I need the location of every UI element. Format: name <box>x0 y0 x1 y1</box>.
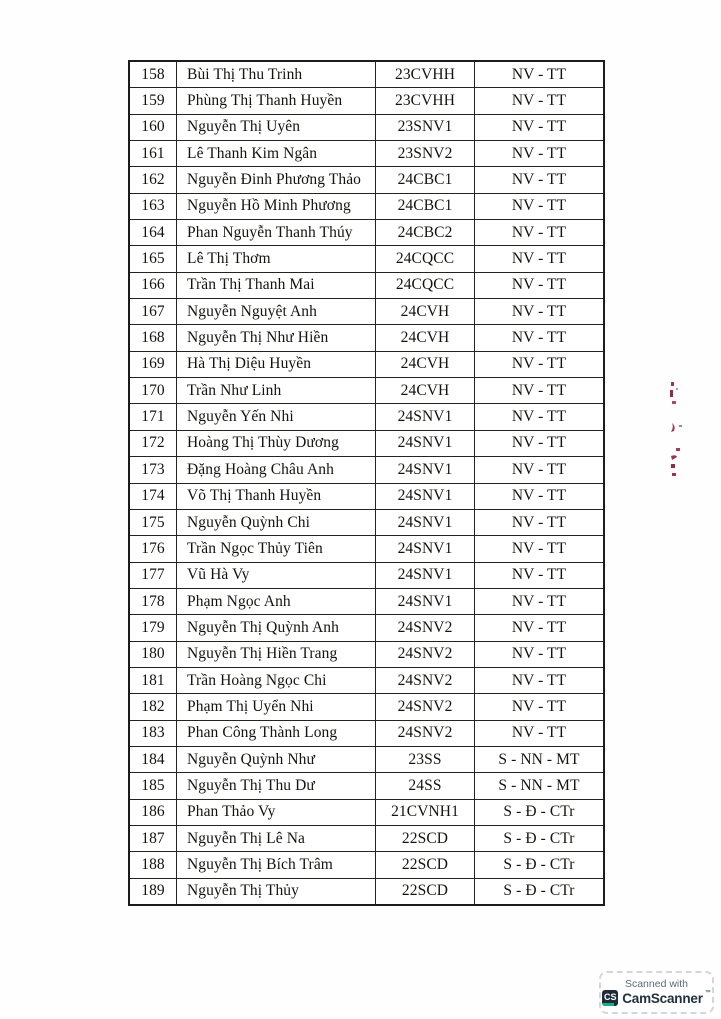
cell-class: 24CVH <box>375 352 474 377</box>
cell-group: NV - TT <box>474 642 603 667</box>
cell-group: NV - TT <box>474 115 603 140</box>
cell-class: 24SNV1 <box>375 484 474 509</box>
cell-name: Nguyễn Thị Hiền Trang <box>176 642 375 667</box>
cell-name: Nguyễn Thị Bích Trâm <box>176 852 375 877</box>
table-row <box>130 588 603 614</box>
cell-name: Nguyễn Thị Thu Dư <box>176 773 375 798</box>
cell-name: Nguyễn Hồ Minh Phương <box>176 194 375 219</box>
cell-class: 24SNV1 <box>375 431 474 456</box>
cell-group: NV - TT <box>474 589 603 614</box>
cell-class: 24CVH <box>375 299 474 324</box>
cell-no: 174 <box>141 487 165 505</box>
cell-group: NV - TT <box>474 431 603 456</box>
cell-name: Nguyễn Thị Uyên <box>176 115 375 140</box>
cell-group: NV - TT <box>474 510 603 535</box>
cell-class: 24CBC1 <box>375 167 474 192</box>
table-row <box>130 166 603 192</box>
cell-class: 23CVHH <box>375 88 474 113</box>
scanned-with-label: Scanned with <box>624 977 689 990</box>
cell-class: 21CVNH1 <box>375 800 474 825</box>
cell-group: NV - TT <box>474 404 603 429</box>
cell-name: Trần Như Linh <box>176 378 375 403</box>
cell-name: Nguyễn Thị Quỳnh Anh <box>176 615 375 640</box>
cell-no: 160 <box>141 118 165 136</box>
cell-class: 24SNV2 <box>375 668 474 693</box>
cell-class: 24CVH <box>375 378 474 403</box>
cell-name: Phạm Thị Uyển Nhi <box>176 694 375 719</box>
cell-no: 171 <box>141 408 165 426</box>
cell-no: 162 <box>141 171 165 189</box>
cell-no: 187 <box>141 829 165 847</box>
cell-name: Phùng Thị Thanh Huyền <box>176 88 375 113</box>
cell-no: 188 <box>141 855 165 873</box>
cell-group: NV - TT <box>474 615 603 640</box>
cell-class: 24SNV1 <box>375 404 474 429</box>
cell-group: NV - TT <box>474 457 603 482</box>
cell-name: Nguyễn Nguyệt Anh <box>176 299 375 324</box>
cell-class: 24SNV2 <box>375 721 474 746</box>
cell-no: 175 <box>141 513 165 531</box>
cell-no: 167 <box>141 302 165 320</box>
cell-group: S - NN - MT <box>474 773 603 798</box>
cell-name: Trần Hoàng Ngọc Chi <box>176 668 375 693</box>
cell-group: NV - TT <box>474 194 603 219</box>
cell-name: Nguyễn Thị Thủy <box>176 879 375 904</box>
cell-group: NV - TT <box>474 88 603 113</box>
cell-name: Võ Thị Thanh Huyền <box>176 484 375 509</box>
table-row <box>130 298 603 324</box>
table-row <box>130 799 603 825</box>
camscanner-brand-text: CamScanner <box>622 990 703 1006</box>
cell-name: Đặng Hoàng Châu Anh <box>176 457 375 482</box>
cell-no: 185 <box>141 776 165 794</box>
table-row <box>130 509 603 535</box>
cell-no: 180 <box>141 645 165 663</box>
cell-name: Trần Thị Thanh Mai <box>176 273 375 298</box>
cell-no: 189 <box>141 882 165 900</box>
table-row <box>130 562 603 588</box>
table-row <box>130 62 603 87</box>
cell-name: Trần Ngọc Thủy Tiên <box>176 536 375 561</box>
cell-name: Hoàng Thị Thùy Dương <box>176 431 375 456</box>
table-row <box>130 245 603 271</box>
cell-name: Phan Công Thành Long <box>176 721 375 746</box>
cell-no: 169 <box>141 355 165 373</box>
table-row <box>130 87 603 113</box>
cell-name: Phạm Ngọc Anh <box>176 589 375 614</box>
cell-no: 164 <box>141 223 165 241</box>
table-row <box>130 851 603 877</box>
student-table <box>128 60 605 906</box>
cell-group: NV - TT <box>474 563 603 588</box>
table-row <box>130 641 603 667</box>
cell-name: Lê Thị Thơm <box>176 246 375 271</box>
cell-no: 176 <box>141 539 165 557</box>
cell-no: 179 <box>141 618 165 636</box>
cell-name: Bùi Thị Thu Trinh <box>176 62 375 87</box>
cell-class: 23CVHH <box>375 62 474 87</box>
cell-group: NV - TT <box>474 220 603 245</box>
table-row <box>130 693 603 719</box>
cell-name: Phan Nguyễn Thanh Thúy <box>176 220 375 245</box>
cell-class: 24CVH <box>375 325 474 350</box>
cell-no: 178 <box>141 592 165 610</box>
cell-class: 24SNV1 <box>375 589 474 614</box>
cell-group: NV - TT <box>474 141 603 166</box>
cell-class: 24SNV2 <box>375 642 474 667</box>
cell-class: 22SCD <box>375 879 474 904</box>
cell-name: Nguyễn Thị Như Hiền <box>176 325 375 350</box>
cell-name: Nguyễn Đinh Phương Thảo <box>176 167 375 192</box>
cell-no: 177 <box>141 566 165 584</box>
cell-class: 24CQCC <box>375 273 474 298</box>
cell-name: Nguyễn Yến Nhi <box>176 404 375 429</box>
cell-class: 22SCD <box>375 852 474 877</box>
cell-no: 168 <box>141 329 165 347</box>
cell-class: 22SCD <box>375 826 474 851</box>
table-row <box>130 430 603 456</box>
cell-name: Nguyễn Quỳnh Như <box>176 747 375 772</box>
cell-class: 24SNV1 <box>375 457 474 482</box>
cell-no: 172 <box>141 434 165 452</box>
table-row <box>130 614 603 640</box>
cell-group: NV - TT <box>474 721 603 746</box>
table-row <box>130 193 603 219</box>
cell-name: Vũ Hà Vy <box>176 563 375 588</box>
cell-class: 24SNV1 <box>375 563 474 588</box>
cell-no: 170 <box>141 381 165 399</box>
table-row <box>130 746 603 772</box>
cell-group: NV - TT <box>474 299 603 324</box>
cell-group: NV - TT <box>474 325 603 350</box>
cell-no: 184 <box>141 750 165 768</box>
cell-class: 23SNV1 <box>375 115 474 140</box>
cell-group: NV - TT <box>474 536 603 561</box>
cell-class: 24SNV2 <box>375 615 474 640</box>
cell-group: S - Đ - CTr <box>474 800 603 825</box>
table-row <box>130 772 603 798</box>
cell-group: NV - TT <box>474 694 603 719</box>
table-row <box>130 720 603 746</box>
cell-class: 23SS <box>375 747 474 772</box>
table-row <box>130 351 603 377</box>
cell-group: NV - TT <box>474 352 603 377</box>
cell-group: NV - TT <box>474 167 603 192</box>
cell-group: S - Đ - CTr <box>474 852 603 877</box>
cell-group: NV - TT <box>474 62 603 87</box>
table-row <box>130 219 603 245</box>
camscanner-trademark: ™ <box>704 990 711 997</box>
table-row <box>130 825 603 851</box>
camscanner-logo-letters: CS <box>603 991 617 1002</box>
cell-no: 173 <box>141 460 165 478</box>
cell-group: NV - TT <box>474 668 603 693</box>
table-row <box>130 272 603 298</box>
cell-no: 181 <box>141 671 165 689</box>
cell-name: Hà Thị Diệu Huyền <box>176 352 375 377</box>
cell-no: 186 <box>141 803 165 821</box>
cell-class: 24CBC2 <box>375 220 474 245</box>
cell-class: 24SNV1 <box>375 536 474 561</box>
table-row <box>130 878 603 904</box>
table-row <box>130 324 603 350</box>
table-row <box>130 483 603 509</box>
cell-no: 166 <box>141 276 165 294</box>
cell-class: 24SNV1 <box>375 510 474 535</box>
ink-bleed-marks <box>662 378 688 483</box>
cell-group: NV - TT <box>474 273 603 298</box>
cell-no: 158 <box>141 65 165 83</box>
cell-name: Nguyễn Quỳnh Chi <box>176 510 375 535</box>
cell-no: 161 <box>141 144 165 162</box>
cell-group: NV - TT <box>474 246 603 271</box>
cell-no: 165 <box>141 250 165 268</box>
table-row <box>130 140 603 166</box>
cell-class: 24SS <box>375 773 474 798</box>
camscanner-logo-underline <box>602 1003 614 1007</box>
table-row <box>130 667 603 693</box>
cell-group: NV - TT <box>474 378 603 403</box>
camscanner-logo-icon <box>602 990 618 1006</box>
table-row <box>130 403 603 429</box>
cell-group: S - Đ - CTr <box>474 879 603 904</box>
camscanner-badge <box>599 971 714 1014</box>
table-row <box>130 456 603 482</box>
camscanner-brand-row <box>602 990 711 1006</box>
cell-group: S - Đ - CTr <box>474 826 603 851</box>
cell-no: 182 <box>141 697 165 715</box>
cell-class: 24SNV2 <box>375 694 474 719</box>
cell-group: NV - TT <box>474 484 603 509</box>
table-row <box>130 114 603 140</box>
cell-name: Lê Thanh Kim Ngân <box>176 141 375 166</box>
cell-no: 163 <box>141 197 165 215</box>
cell-class: 23SNV2 <box>375 141 474 166</box>
cell-name: Nguyễn Thị Lê Na <box>176 826 375 851</box>
cell-class: 24CQCC <box>375 246 474 271</box>
cell-group: S - NN - MT <box>474 747 603 772</box>
table-row <box>130 377 603 403</box>
cell-no: 159 <box>141 92 165 110</box>
cell-no: 183 <box>141 724 165 742</box>
cell-class: 24CBC1 <box>375 194 474 219</box>
table-row <box>130 535 603 561</box>
cell-name: Phan Thảo Vy <box>176 800 375 825</box>
